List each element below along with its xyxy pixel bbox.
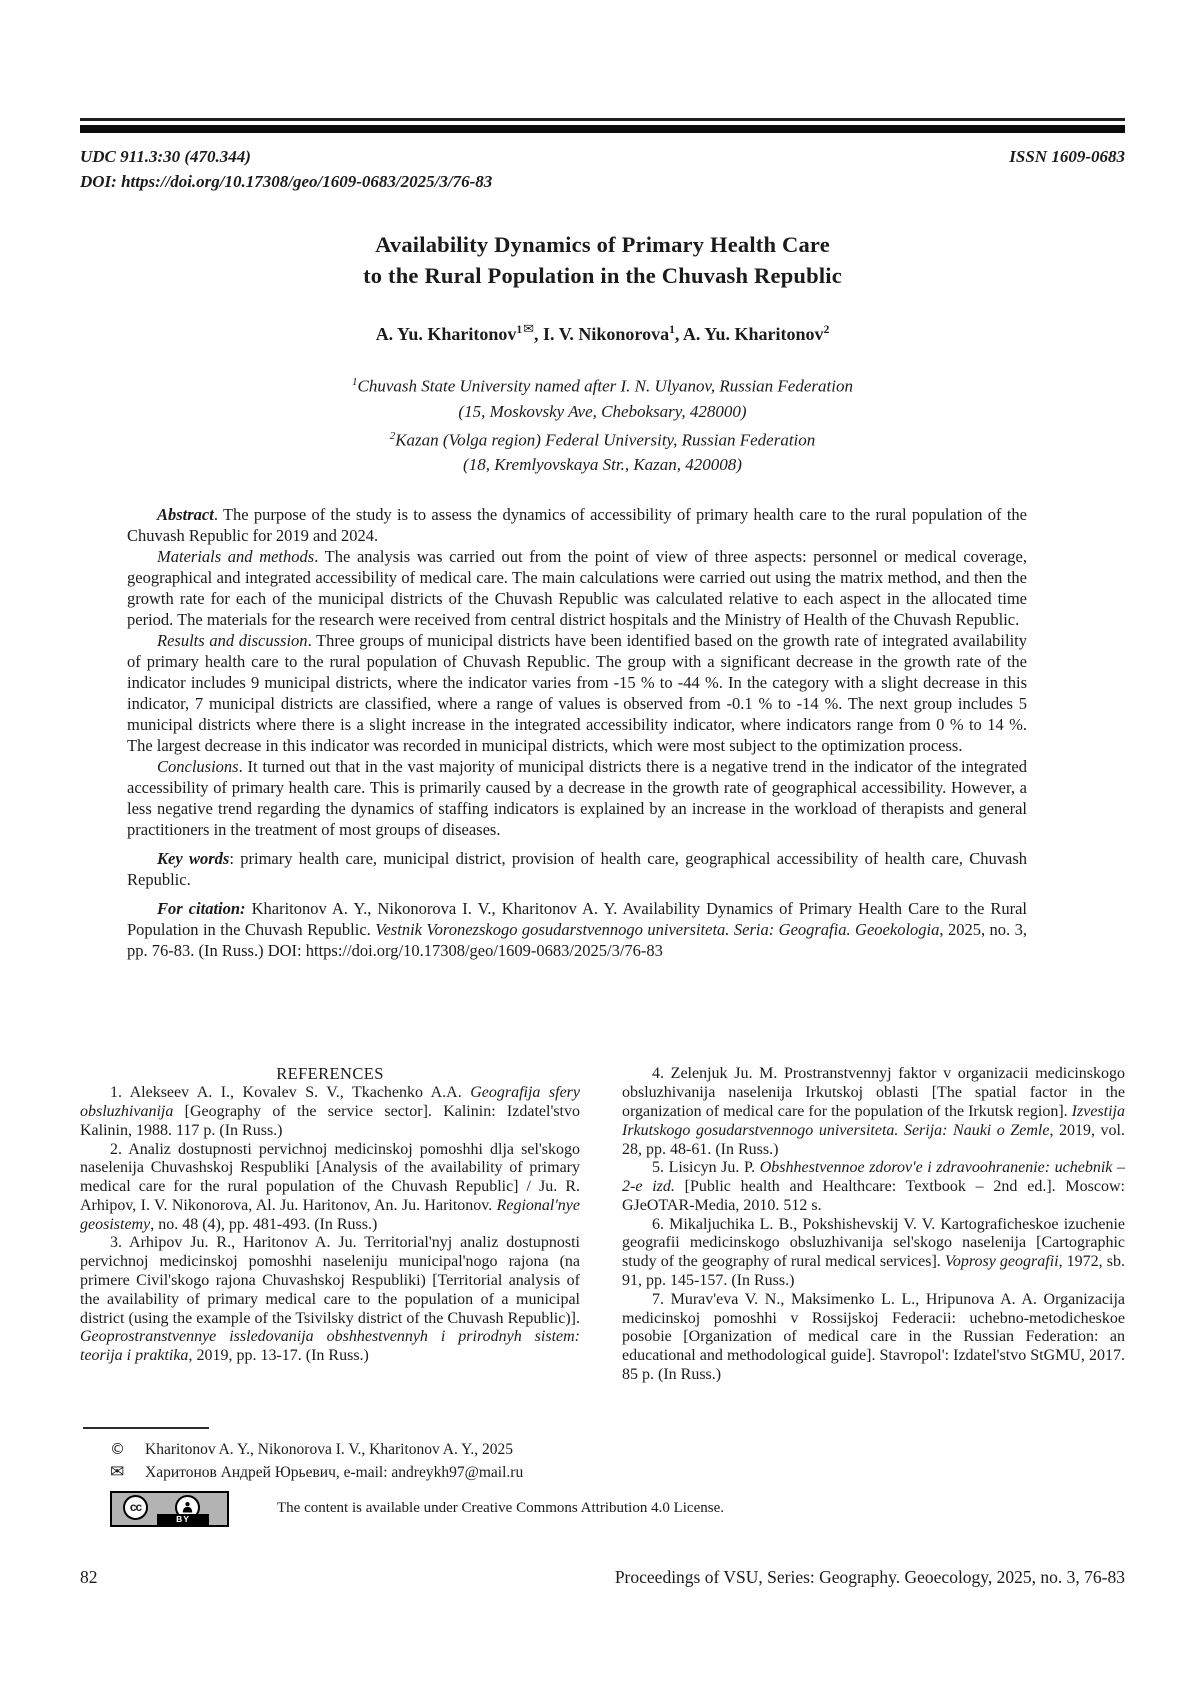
copyright-icon: © [110,1439,125,1458]
reference-text: 2. Analiz dostupnosti pervichnoj medicinskoj pomoshhi dlja sel'skogo naselenija Chuvashskoj Respubliki [Analysis of the availability of primary medical care for the rural population of the Chuvash Republic] / Ju. R. Arhipov, I. V. Nikonorova, Al. Ju. Haritonov, An. Ju. Haritonov. [80,1140,580,1214]
keywords-paragraph [127,848,1027,890]
abstract-paragraph [127,756,1027,840]
references-left-column [80,1065,580,1385]
author-affiliation-sup: 1 [516,324,523,336]
copyright-text: Kharitonov A. Y., Nikonorova I. V., Kharitonov A. Y., 2025 [145,1440,513,1458]
author-name: A. Yu. Kharitonov [375,324,517,344]
reference-item [80,1084,580,1140]
affiliation-text: (15, Moskovsky Ave, Cheboksary, 428000) [458,401,747,421]
page-footer [80,1567,1125,1588]
affiliation-sup: 1 [352,376,358,388]
copyright-line [80,1438,1125,1461]
reference-source: Izvestija Irkutskogo gosudarstvennogo universiteta. Serija: Nauki o Zemle [622,1102,1125,1139]
affiliation-text: Chuvash State University named after I. N. Ulyanov, Russian Federation [357,376,853,396]
envelope-icon: ✉ [110,1461,125,1482]
reference-item [622,1065,1125,1159]
reference-text: 1. Alekseev A. I., Kovalev S. V., Tkachenko A.A. [110,1084,471,1102]
affiliation-line [80,452,1125,477]
envelope-icon: ✉ [523,322,535,337]
abstract-lead: Abstract [157,505,214,525]
reference-source: Geografija sfery obsluzhivanija [80,1084,580,1120]
license-row [80,1491,1125,1527]
references-right-column [622,1065,1125,1385]
cc-by-label: BY [157,1514,209,1525]
reference-item [80,1234,580,1366]
author-affiliation-sup: 1 [669,324,675,336]
paper-title: Availability Dynamics of Primary Health Care to the Rural Population in the Chuvash Republic [363,232,842,288]
reference-text: 4. Zelenjuk Ju. M. Prostranstvennyj faktor v organizacii medicinskogo obsluzhivanija naselenija Irkutskoj oblasti [The spatial factor in the organization of medical care for the population of the Irkutsk region]. [622,1065,1125,1120]
abstract-paragraph [127,630,1027,756]
affiliation-sup: 2 [389,429,396,442]
contact-line [80,1461,1125,1484]
contact-text: Харитонов Андрей Юрьевич, e-mail: andreykh97@mail.ru [145,1463,524,1481]
citation-text: Kharitonov A. Y., Nikonorova I. V., Kharitonov A. Y. Availability Dynamics of Primary Health Care to the Rural Population in the Chuvash Republic. [127,899,1027,940]
abstract-lead: Conclusions [157,757,239,777]
reference-text: , no. 48 (4), pp. 481-493. (In Russ.) [150,1215,378,1233]
footnote-rule [83,1427,209,1429]
reference-text: [Public health and Healthcare: Textbook – 2nd ed.]. Moscow: GJeOTAR-Media, 2010. 512 s. [622,1178,1125,1214]
reference-item [622,1159,1125,1215]
reference-source: Obshhestvennoe zdorov'e i zdravoohranenie: uchebnik – 2-e izd. [622,1159,1126,1196]
keywords-text: : primary health care, municipal district, provision of health care, geographical accessibility of health care, Chuvash Republic. [127,849,1027,890]
abstract-text: . The analysis was carried out from the point of view of three aspects: personnel or medical coverage, geographical and integrated accessibility of medical care. The main calculations were carried out using the matrix method, and then the growth rate for each of the municipal districts of the Chuvash Republic was calculated relative to each aspect in the allocated time period. The materials for the research were received from central district hospitals and the Ministry of Health of the Chuvash Republic. [127,547,1027,630]
reference-text: 5. Lisicyn Ju. P. [652,1159,760,1177]
affiliation-line [80,370,1125,399]
header-meta-row [80,147,1125,167]
footnote-block [80,1427,1125,1527]
author-separator: , [534,324,544,344]
reference-text: , 2019, vol. 28, pp. 48-61. (In Russ.) [622,1121,1125,1158]
reference-text: , 1972, sb. 91, pp. 145-157. (In Russ.) [622,1253,1125,1290]
reference-text: [Geography of the service sector]. Kalinin: Izdatel'stvo Kalinin, 1988. 117 p. (In Russ.) [80,1102,580,1139]
abstract-text: . The purpose of the study is to assess the dynamics of accessibility of primary health care to the rural population of the Chuvash Republic for 2019 and 2024. [127,505,1027,546]
citation-text: , 2025, no. 3, pp. 76-83. (In Russ.) DOI: https://doi.org/10.17308/geo/1609-0683/2025/3/76-83 [127,920,1027,961]
keywords-lead: Key words [157,849,230,869]
abstract-text: . It turned out that in the vast majority of municipal districts there is a negative trend in the indicator of the integrated accessibility of primary health care. This is primarily caused by a decrease in the growth rate of geographical accessibility. However, a less negative trend regarding the dynamics of staffing indicators is explained by an increase in the workload of therapists and general practitioners in the treatment of most groups of diseases. [127,757,1027,840]
abstract-lead: Results and discussion [157,631,308,651]
cc-icon: cc [123,1495,148,1520]
abstract-paragraph [127,504,1027,546]
udc-label: UDC 911.3:30 (470.344) [80,147,251,166]
abstract-block [127,504,1027,961]
references-section [80,1065,1125,1385]
references-heading: REFERENCES [276,1064,384,1084]
reference-source: Voprosy geografii [944,1253,1059,1271]
affiliation-line [80,399,1125,424]
reference-source: Regional'nye geosistemy [80,1196,580,1233]
author-name: A. Yu. Kharitonov [682,324,824,344]
running-footer: Proceedings of VSU, Series: Geography. Geoecology, 2025, no. 3, 76-83 [614,1566,1125,1587]
cc-by-badge [110,1491,229,1527]
affiliations-block [80,370,1125,477]
citation-paragraph [127,898,1027,961]
reference-item [622,1291,1125,1385]
author-name: I. V. Nikonorova [543,324,670,344]
abstract-paragraph [127,546,1027,630]
affiliation-text: Kazan (Volga region) Federal University, Russian Federation [395,430,816,450]
reference-text: , 2019, pp. 13-17. (In Russ.) [188,1347,369,1365]
top-rule-thin [80,118,1125,121]
authors-line [80,322,1125,345]
page-number: 82 [80,1566,98,1587]
license-text: The content is available under Creative Commons Attribution 4.0 License. [277,1500,724,1517]
reference-source: Geoprostranstvennye issledovanija obshhestvennyh i prirodnyh sistem: teorija i praktika [80,1328,580,1365]
affiliation-line [80,424,1125,453]
doi-label: DOI: https://doi.org/10.17308/geo/1609-0683/2025/3/76-83 [80,172,493,191]
issn-label: ISSN 1609-0683 [1009,147,1125,166]
affiliation-text: (18, Kremlyovskaya Str., Kazan, 420008) [463,455,742,475]
author-affiliation-sup: 2 [823,324,830,336]
citation-lead: For citation: [157,899,246,919]
reference-item [622,1216,1125,1291]
author-separator: , [674,324,683,344]
reference-item [80,1141,580,1235]
abstract-lead: Materials and methods [157,547,315,567]
abstract-text: . Three groups of municipal districts have been identified based on the growth rate of integrated availability of primary health care to the rural population of Chuvash Republic. The group with a significant decrease in the growth rate of the indicator includes 9 municipal districts, where the indicator varies from -15 % to -44 %. In the category with a slight decrease in this indicator, 7 municipal districts are classified, where a range of values is observed from -0.1 % to -14 %. The next group includes 5 municipal districts where there is a slight increase in the integrated accessibility indicator, where indicators range from 0 % to 14 %. The largest decrease in this indicator was recorded in municipal districts, which were most subject to the optimization process. [127,631,1027,756]
reference-text: 3. Arhipov Ju. R., Haritonov A. Ju. Territorial'nyj analiz dostupnosti pervichnoj medicinskoj pomoshhi naseleniju municipal'nogo rajona (na primere Civil'skogo rajona Chuvashskoj Respubliki) [Territorial analysis of the availability of primary medical care to the population of a municipal district (using the example of the Tsivilsky district of the Chuvash Republic)]. [80,1234,580,1327]
reference-text: 7. Murav'eva V. N., Maksimenko L. L., Hripunova A. A. Organizacija medicinskoj pomoshhi v Rossijskoj Federacii: uchebno-metodicheskoe posobie [Organization of medical care in the Russian Federation: an educational and methodological guide]. Stavropol': Izdatel'stvo StGMU, 2017. 85 p. (In Russ.) [622,1290,1125,1384]
citation-journal: Vestnik Voronezskogo gosudarstvennogo universiteta. Seria: Geografia. Geoekologia [375,920,940,940]
top-rule-thick [80,125,1125,133]
reference-text: 6. Mikaljuchika L. B., Pokshishevskij V. V. Kartograficheskoe izuchenie geografii medicinskogo obsluzhivanija sel'skogo naselenija [Cartographic study of the geography of rural medical services]. [622,1215,1125,1271]
